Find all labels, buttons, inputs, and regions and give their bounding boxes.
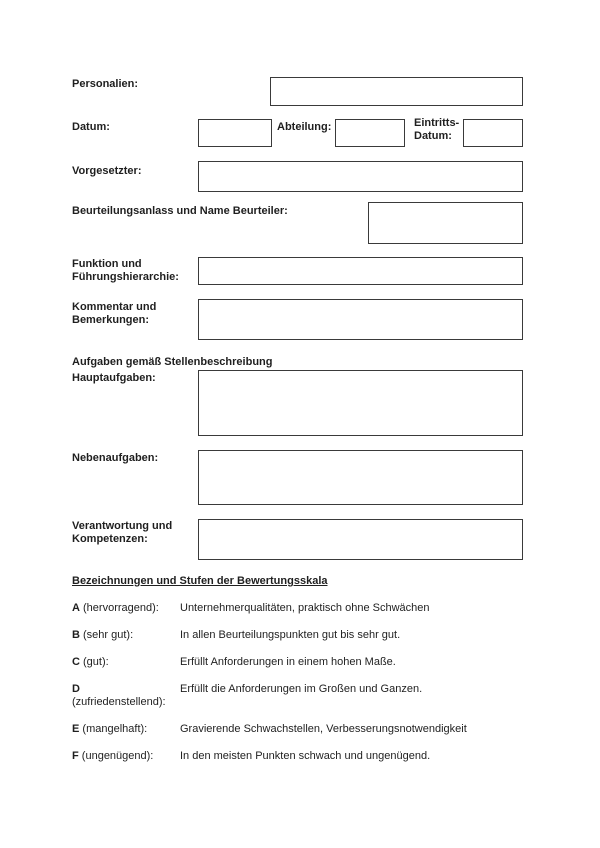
funktion-input[interactable]	[198, 257, 523, 285]
rating-grade: B	[72, 629, 80, 641]
vorgesetzter-label: Vorgesetzter:	[72, 165, 142, 177]
rating-qualifier: (zufriedenstellend):	[72, 696, 166, 708]
personalien-input[interactable]	[270, 77, 523, 106]
rating-qualifier: (hervorragend):	[83, 602, 159, 614]
rating-label	[72, 683, 168, 709]
rating-grade: A	[72, 602, 80, 614]
funktion-label: Funktion und Führungshierarchie:	[72, 258, 179, 283]
kommentar-input[interactable]	[198, 299, 523, 340]
nebenaufgaben-label: Nebenaufgaben:	[72, 452, 159, 464]
personalien-label: Personalien:	[72, 78, 139, 90]
rating-row-b	[72, 629, 530, 642]
rating-label	[72, 750, 168, 763]
rating-label	[72, 656, 168, 669]
datum-label: Datum:	[72, 121, 110, 133]
rating-row-d	[72, 683, 530, 709]
kommentar-label: Kommentar und Bemerkungen:	[72, 301, 157, 326]
hauptaufgaben-input[interactable]	[198, 370, 523, 436]
abteilung-input[interactable]	[335, 119, 405, 147]
abteilung-label: Abteilung:	[277, 121, 332, 133]
rating-label	[72, 723, 168, 736]
beurteiler-input[interactable]	[368, 202, 523, 244]
verantwortung-input[interactable]	[198, 519, 523, 560]
vorgesetzter-input[interactable]	[198, 161, 523, 192]
rating-scale-section	[72, 575, 530, 763]
rating-description: Erfüllt die Anforderungen im Großen und Ganzen.	[180, 683, 423, 695]
rating-description: Unternehmerqualitäten, praktisch ohne Schwächen	[180, 602, 430, 614]
hauptaufgaben-label: Hauptaufgaben:	[72, 372, 156, 384]
eintrittsdatum-label	[414, 117, 459, 143]
nebenaufgaben-input[interactable]	[198, 450, 523, 505]
rating-qualifier: (ungenügend):	[81, 750, 154, 762]
rating-row-e	[72, 723, 530, 736]
rating-scale-heading: Bezeichnungen und Stufen der Bewertungsskala	[72, 575, 328, 587]
verantwortung-label: Verantwortung und Kompetenzen:	[72, 520, 173, 545]
eintrittsdatum-label-line1: Eintritts-	[414, 117, 460, 129]
rating-qualifier: (mangelhaft):	[82, 723, 148, 735]
eintrittsdatum-label-line2: Datum:	[414, 130, 452, 142]
rating-grade: D	[72, 683, 80, 695]
rating-qualifier: (sehr gut):	[83, 629, 134, 641]
aufgaben-heading: Aufgaben gemäß Stellenbeschreibung	[72, 356, 273, 368]
rating-grade: C	[72, 656, 80, 668]
datum-input[interactable]	[198, 119, 272, 147]
rating-description: Gravierende Schwachstellen, Verbesserungsnotwendigkeit	[180, 723, 467, 735]
rating-grade: F	[72, 750, 79, 762]
beurteilungsanlass-label: Beurteilungsanlass und Name Beurteiler:	[72, 205, 288, 217]
rating-row-f	[72, 750, 530, 763]
rating-description: Erfüllt Anforderungen in einem hohen Maße.	[180, 656, 396, 668]
rating-label	[72, 602, 168, 615]
rating-row-a	[72, 602, 530, 615]
rating-grade: E	[72, 723, 80, 735]
rating-label	[72, 629, 168, 642]
rating-description: In allen Beurteilungspunkten gut bis sehr gut.	[180, 629, 401, 641]
rating-qualifier: (gut):	[83, 656, 109, 668]
rating-row-c	[72, 656, 530, 669]
rating-description: In den meisten Punkten schwach und ungenügend.	[180, 750, 431, 762]
eintrittsdatum-input[interactable]	[463, 119, 523, 147]
